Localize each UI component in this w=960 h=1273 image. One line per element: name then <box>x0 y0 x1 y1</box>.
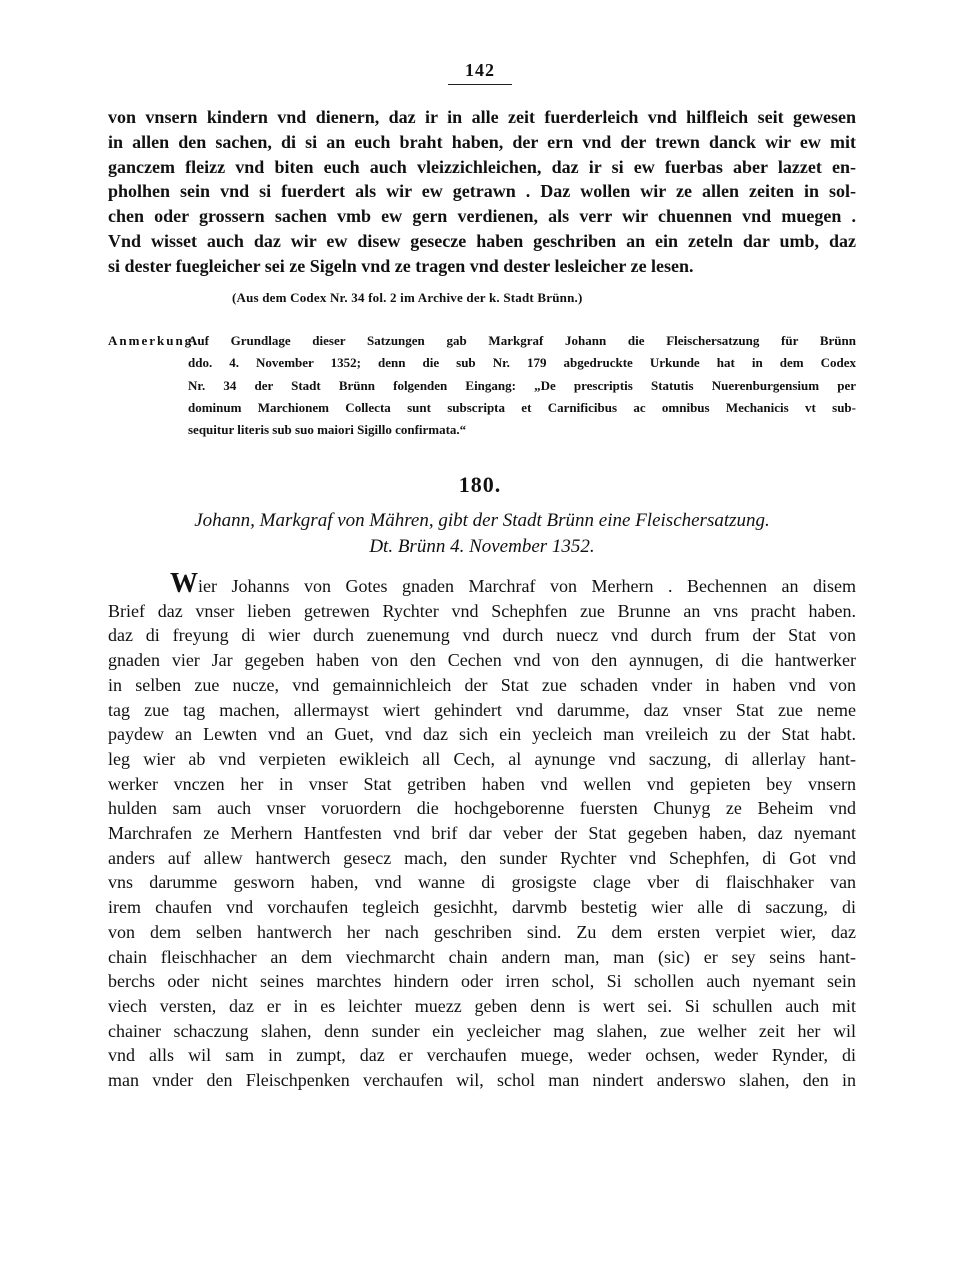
text-line: tag zue tag machen, allermayst wiert gehindert vnd darumme, daz vnser Stat zue neme <box>108 699 856 720</box>
text-line: vns darumme gesworn haben, vnd wanne di grosigste clage vber di flaischhaker van <box>108 872 856 893</box>
text-line: daz di freyung di wier durch zuenemung vnd durch nuecz vnd durch frum der Stat von <box>108 625 856 646</box>
text-line: vnd alls wil sam in zumpt, daz er verchaufen muege, weder ochsen, weder Rynder, di <box>108 1045 856 1066</box>
first-line-text: ier Johanns von Gotes gnaden Marchraf von Merhern . Bechennen an disem <box>198 576 856 596</box>
text-line: ganczem fleizz vnd biten euch auch vleizzichleichen, daz ir si ew fuerbas aber lazzet en- <box>108 156 856 177</box>
text-line: chain fleischhacher an dem viechmarcht chain andern man, man (sic) er sey seins hant- <box>108 946 856 967</box>
text-line: werker vnczen her in vnser Stat getriben haben vnd wellen vnd gepieten bey vnsern <box>108 773 856 794</box>
text-line: man vnder den Fleischpenken verchaufen wil, schol man nindert anderswo slahen, den in <box>108 1070 856 1091</box>
text-line: in allen den sachen, di si an euch braht haben, der ern vnd der trewn danck wir ew mit <box>108 131 856 152</box>
text-line: in selben zue nucze, vnd gemainnichleich der Stat zue schaden vnder in haben vnd von <box>108 674 856 695</box>
text-line: anders auf allew hantwerch gesecz mach, den sunder Rychter vnd Schephfen, di Got vnd <box>108 847 856 868</box>
initial-letter: W <box>170 568 198 599</box>
text-line: von vnsern kindern vnd dienern, daz ir in alle zeit fuerderleich vnd hilfleich seit gewesen <box>108 107 856 127</box>
page-number-rule <box>448 84 512 85</box>
text-line: chainer schaczung slahen, denn sunder ein yecleicher mag slahen, zue welher zeit her wil <box>108 1020 856 1041</box>
text-line: chen oder grossern sachen vmb ew gern verdienen, als verr wir chuennen vnd muegen . <box>108 206 856 227</box>
source-citation: (Aus dem Codex Nr. 34 fol. 2 im Archive der k. Stadt Brünn.) <box>232 290 583 305</box>
text-line: von dem selben hantwerch her nach geschriben sind. Zu dem ersten verpiet wier, daz <box>108 921 856 942</box>
text-line: Brief daz vnser lieben getrewen Rychter vnd Schephfen zue Brunne an vns pracht haben. <box>108 600 856 621</box>
text-line: berchs oder nicht seines marchtes hindern oder irren schol, Si schollen auch nyemant sein <box>108 971 856 992</box>
document-number: 180. <box>458 472 502 497</box>
title-date-line: Dt. Brünn 4. November 1352. <box>369 536 595 557</box>
continued-text-block <box>108 105 856 279</box>
text-line: Vnd wisset auch daz wir ew disew gesecze haben geschriben an ein zeteln dar umb, daz <box>108 230 856 251</box>
text-line: leg wier ab vnd verpieten ewikleich all Cech, al aynunge vnd saczung, di allerlay hant- <box>108 748 856 769</box>
page-number: 142 <box>465 60 495 80</box>
text-line: pholhen sein vnd si fuerdert als wir ew getrawn . Daz wollen wir ze allen zeiten in sol- <box>108 181 856 202</box>
document-title <box>108 508 856 560</box>
annotation-line: Nr. 34 der Stadt Brünn folgenden Eingang: „De prescriptis Statutis Nuerenburgensium per <box>188 377 856 393</box>
annotation-line: Auf Grundlage dieser Satzungen gab Markgraf Johann die Fleischersatzung für Brünn <box>188 333 856 348</box>
text-line: viech versten, daz er in es leichter muezz geben denn is wert sei. Si schullen auch mit <box>108 995 856 1016</box>
annotation-line: dominum Marchionem Collecta sunt subscripta et Carnificibus ac omnibus Mechanicis vt sub- <box>188 399 856 415</box>
text-line: irem chaufen vnd vorchaufen tegleich gesichht, darvmb bestetig wier alle di saczung, di <box>108 897 856 918</box>
annotation-line: ddo. 4. November 1352; denn die sub Nr. 179 abgedruckte Urkunde hat in dem Codex <box>188 355 856 371</box>
text-line: paydew an Lewten vnd an Guet, vnd daz sich ein yecleich man vreileich zu der Stat habt. <box>108 724 856 745</box>
text-line: hulden sam auch vnser voruordern die hochgeborenne fuersten Chunyg ze Beheim vnd <box>108 798 856 819</box>
text-line-first <box>108 568 856 599</box>
annotation-label: Anmerkung. <box>108 333 199 348</box>
annotation-body <box>188 330 856 441</box>
title-line: Johann, Markgraf von Mähren, gibt der Stadt Brünn eine Fleischersatzung. <box>194 510 770 531</box>
main-text-block <box>108 568 856 1093</box>
text-line: gnaden vier Jar gegeben haben von den Cechen vnd von den aynnugen, di die hantwerker <box>108 650 856 671</box>
text-line: Marchrafen ze Merhern Hantfesten vnd brif dar veber der Stat gegeben haben, daz nyemant <box>108 823 856 844</box>
annotation-line: sequitur literis sub suo maiori Sigillo confirmata.“ <box>188 422 467 438</box>
text-line: si dester fuegleicher sei ze Sigeln vnd ze tragen vnd dester lesleicher ze lesen. <box>108 255 694 276</box>
